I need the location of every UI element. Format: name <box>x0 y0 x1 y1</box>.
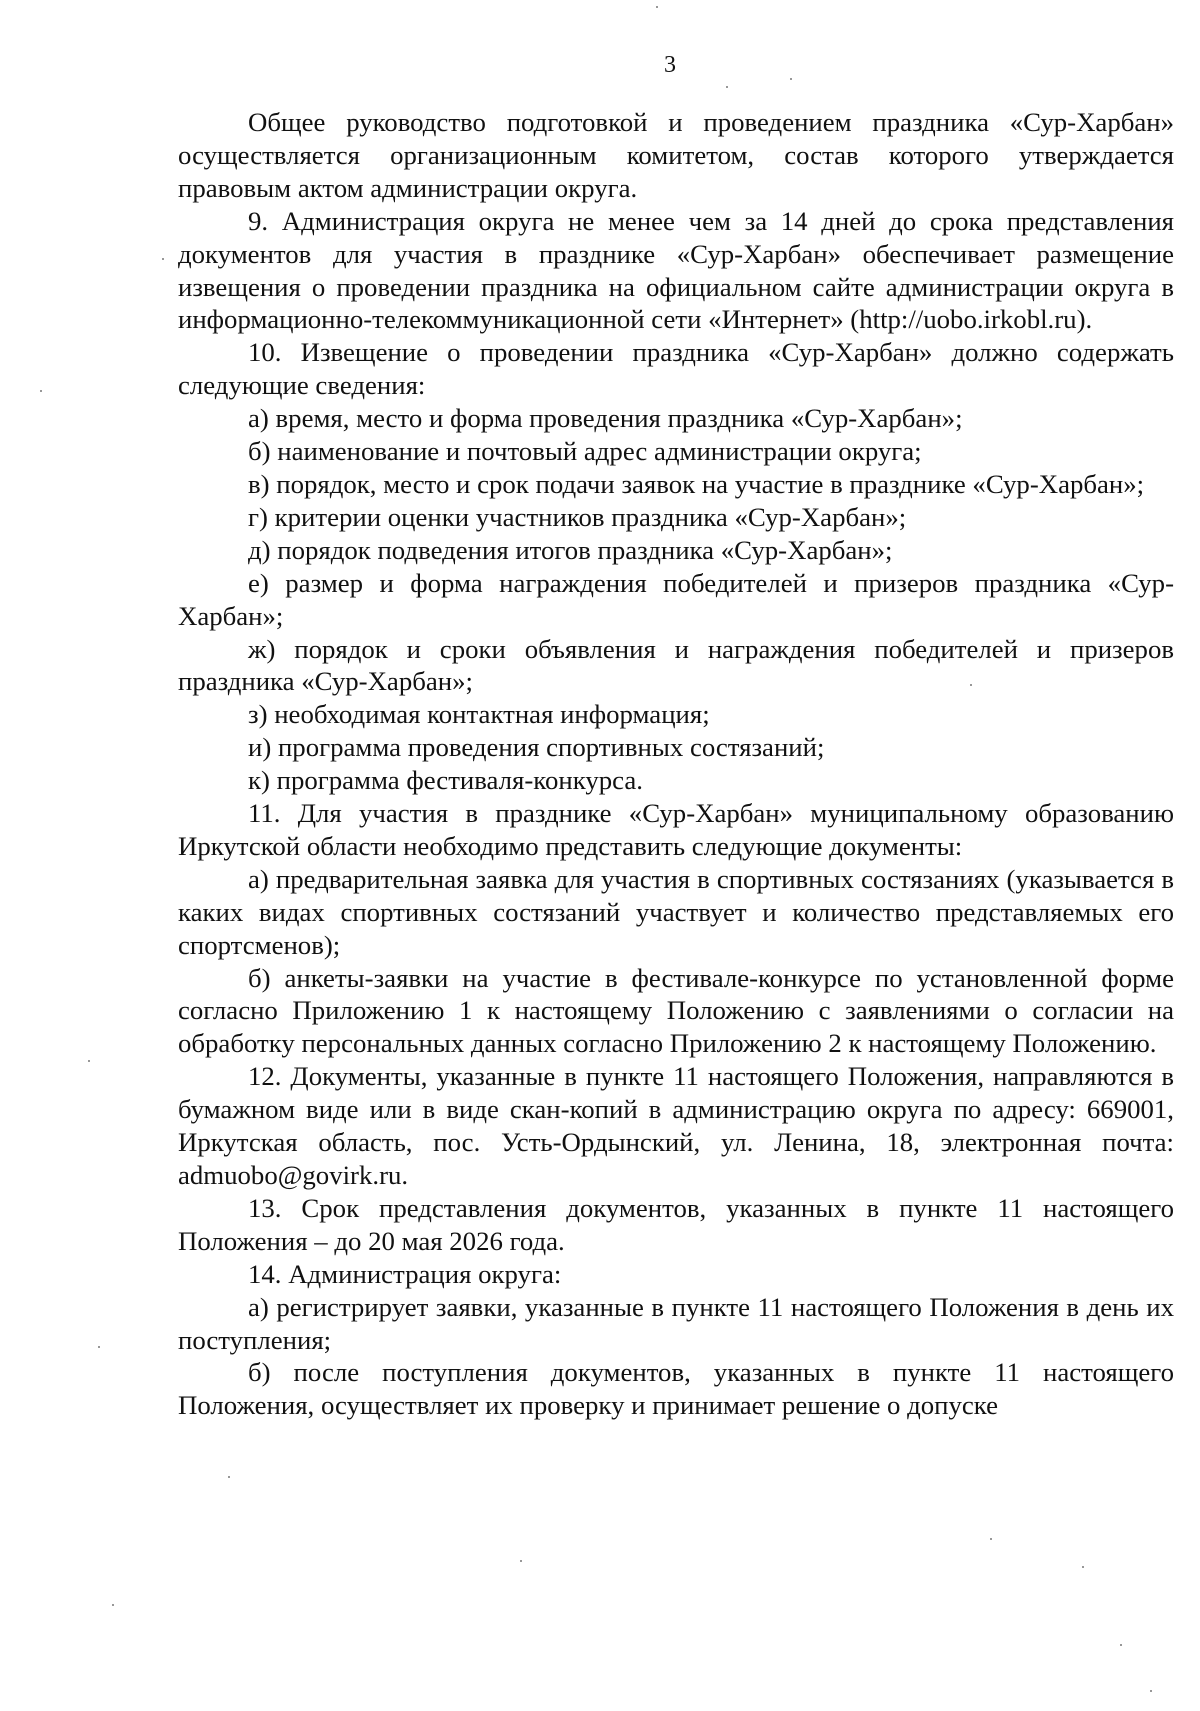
scan-speck <box>228 1476 230 1478</box>
list-item-14b: б) после поступления документов, указанных в пункте 11 настоящего Положения, осуществляет их проверку и принимает решение о допуске <box>178 1357 1174 1421</box>
scan-speck <box>1082 1566 1084 1568</box>
list-item-10i: и) программа проведения спортивных состязаний; <box>248 732 825 763</box>
page-number: 3 <box>664 52 676 78</box>
list-item-10e: е) размер и форма награждения победителей и призеров праздника «Сур-Харбан»; <box>178 567 1174 631</box>
paragraph-item-9: 9. Администрация округа не менее чем за 14 дней до срока представления документов для участия в празднике «Сур-Харбан» обеспечивает размещение извещения о проведении праздника на официальном сайте администрации округа в информационно-телекоммуникационной сети «Интернет» (http://uobo.irkobl.ru). <box>178 205 1174 335</box>
scan-speck <box>1120 1644 1122 1646</box>
scan-speck <box>112 1604 114 1606</box>
paragraph-item-13: 13. Срок представления документов, указанных в пункте 11 настоящего Положения – до 20 мая 2026 года. <box>178 1192 1174 1256</box>
list-item-10b: б) наименование и почтовый адрес администрации округа; <box>248 436 922 467</box>
paragraph-item-12: 12. Документы, указанные в пункте 11 настоящего Положения, направляются в бумажном виде или в виде скан-копий в администрацию округа по адресу: 669001, Иркутская область, пос. Усть-Ордынский, ул. Ленина, 18, электронная почта: admuobo@govirk.ru. <box>178 1061 1174 1190</box>
scan-speck <box>98 1346 100 1348</box>
list-item-10g: г) критерии оценки участников праздника «Сур-Харбан»; <box>248 501 907 532</box>
list-item-14a: а) регистрирует заявки, указанные в пункте 11 настоящего Положения в день их поступления; <box>178 1291 1174 1355</box>
document-body <box>178 106 1174 1422</box>
scan-speck <box>990 1538 992 1540</box>
paragraph-item-10: 10. Извещение о проведении праздника «Сур-Харбан» должно содержать следующие сведения: <box>178 337 1174 401</box>
list-item-10v: в) порядок, место и срок подачи заявок на участие в празднике «Сур-Харбан»; <box>248 468 1145 499</box>
list-item-11b: б) анкеты-заявки на участие в фестивале-конкурсе по установленной форме согласно Приложению 1 к настоящему Положению с заявлениями о согласии на обработку персональных данных согласно Приложению 2 к настоящему Положению. <box>178 962 1174 1059</box>
paragraph-general-management: Общее руководство подготовкой и проведением праздника «Сур-Харбан» осуществляется организационным комитетом, состав которого утверждается правовым актом администрации округа. <box>178 107 1174 203</box>
scan-speck <box>88 1060 90 1062</box>
scan-speck <box>520 1560 522 1562</box>
scan-speck <box>162 258 164 260</box>
list-item-10zh: ж) порядок и сроки объявления и награждения победителей и призеров праздника «Сур-Харбан»; <box>178 633 1174 697</box>
paragraph-item-14: 14. Администрация округа: <box>248 1258 562 1289</box>
scan-speck <box>726 86 728 88</box>
scan-speck <box>40 390 42 392</box>
scan-speck <box>1150 1690 1152 1692</box>
list-item-10d: д) порядок подведения итогов праздника «Сур-Харбан»; <box>248 534 893 565</box>
paragraph-item-11: 11. Для участия в празднике «Сур-Харбан» муниципальному образованию Иркутской области необходимо представить следующие документы: <box>178 798 1174 861</box>
list-item-10k: к) программа фестиваля-конкурса. <box>248 765 643 796</box>
scan-speck <box>790 78 792 80</box>
list-item-10z: з) необходимая контактная информация; <box>248 699 710 730</box>
list-item-11a: а) предварительная заявка для участия в спортивных состязаниях (указывается в каких видах спортивных состязаний участвует и количество представляемых его спортсменов); <box>178 863 1174 960</box>
scan-speck <box>656 6 658 8</box>
list-item-10a: а) время, место и форма проведения праздника «Сур-Харбан»; <box>248 403 963 434</box>
scan-speck <box>970 684 972 686</box>
